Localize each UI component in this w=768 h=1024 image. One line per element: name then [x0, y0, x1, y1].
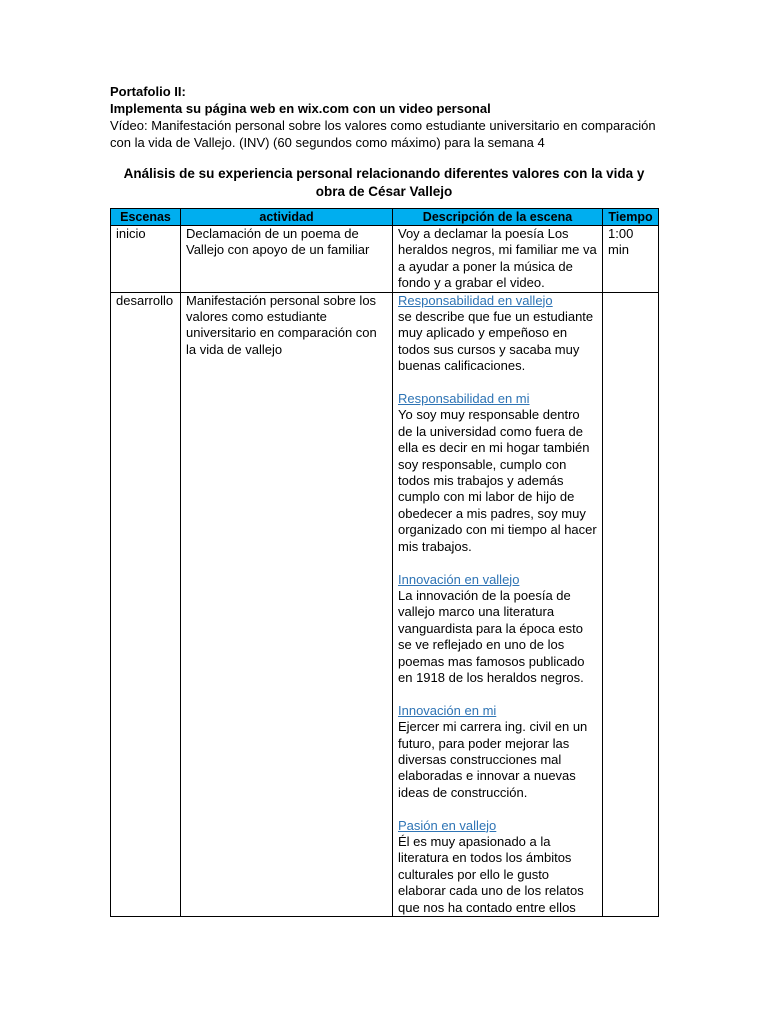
value-description: Ejercer mi carrera ing. civil en un futuro, para poder mejorar las diversas construcciones mal elaboradas e innovar a nuevas ideas de construcción. — [398, 719, 588, 800]
value-block — [398, 293, 597, 375]
table-row — [111, 292, 659, 916]
value-description: Yo soy muy responsable dentro de la universidad como fuera de ella es decir en mi hogar también soy responsable, cumplo con todos mis trabajos y además cumplo con mi labor de hijo de obedecer a mis padres, soy muy organizado con mi tiempo al hacer mis trabajos. — [398, 407, 597, 554]
cell-actividad: Declamación de un poema de Vallejo con apoyo de un familiar — [181, 226, 393, 293]
value-description: se describe que fue un estudiante muy aplicado y empeñoso en todos sus cursos y sacaba muy buenas calificaciones. — [398, 309, 594, 374]
value-link-pasion-vallejo[interactable]: Pasión en vallejo — [398, 817, 497, 833]
scenes-table — [110, 208, 659, 917]
value-block — [398, 391, 597, 555]
cell-escena: desarrollo — [111, 292, 181, 916]
cell-tiempo — [603, 292, 659, 916]
value-link-innovacion-mi[interactable]: Innovación en mi — [398, 702, 497, 718]
analysis-title: Análisis de su experiencia personal relacionando diferentes valores con la vida y obra de César Vallejo — [123, 166, 645, 199]
value-link-responsabilidad-mi[interactable]: Responsabilidad en mi — [398, 391, 530, 407]
value-link-innovacion-vallejo[interactable]: Innovación en vallejo — [398, 571, 520, 587]
column-header-tiempo: Tiempo — [603, 209, 659, 226]
video-instruction: Vídeo: Manifestación personal sobre los valores como estudiante universitario en comparación con la vida de Vallejo. (INV) (60 segundos como máximo) para la semana 4 — [110, 118, 656, 150]
cell-tiempo: 1:00 min — [603, 226, 659, 293]
value-block — [398, 703, 597, 801]
cell-actividad: Manifestación personal sobre los valores como estudiante universitario en comparación con la vida de vallejo — [181, 292, 393, 916]
column-header-actividad: actividad — [181, 209, 393, 226]
table-row — [111, 226, 659, 293]
column-header-descripcion: Descripción de la escena — [393, 209, 603, 226]
portfolio-title: Portafolio II: — [110, 84, 186, 99]
cell-escena: inicio — [111, 226, 181, 293]
value-description: Él es muy apasionado a la literatura en todos los ámbitos culturales por ello le gusto elaborar cada uno de los relatos que nos ha contado entre ellos — [398, 833, 584, 915]
cell-descripcion: Voy a declamar la poesía Los heraldos negros, mi familiar me va a ayudar a poner la música de fondo y a grabar el video. — [393, 226, 603, 293]
value-block — [398, 818, 597, 916]
value-description: La innovación de la poesía de vallejo marco una literatura vanguardista para la época esto se ve reflejado en uno de los poemas mas famosos publicado en 1918 de los heraldos negros. — [398, 587, 585, 685]
value-block — [398, 572, 597, 687]
value-link-responsabilidad-vallejo[interactable]: Responsabilidad en vallejo — [398, 292, 553, 308]
cell-descripcion — [393, 292, 603, 916]
table-header-row — [111, 209, 659, 226]
portfolio-header — [110, 83, 660, 151]
column-header-escenas: Escenas — [111, 209, 181, 226]
assignment-instruction: Implementa su página web en wix.com con un video personal — [110, 101, 491, 116]
